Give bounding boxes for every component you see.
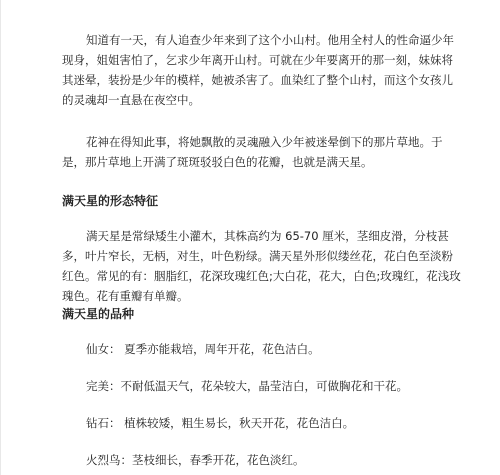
- page-left-border: [0, 0, 1, 475]
- morphology-paragraph: 满天星是常绿矮生小灌木，其株高约为 65-70 厘米，茎细皮滑，分枝甚多，叶片窄长，无柄，对生，叶色粉绿。满天星外形似缕丝花，花白色至淡粉红色。常见的有：胭脂红，花深玫瑰红色;大白花，花大，白色;玫瑰红，花浅玫瑰色。花有重瓣有单瓣。: [62, 229, 461, 303]
- story-paragraph-2: 花神在得知此事，将她飘散的灵魂融入少年被迷晕倒下的那片草地。于是，那片草地上开满了斑斑驳驳白色的花瓣，也就是满天星。: [62, 135, 443, 169]
- story-paragraph-1: 知道有一天，有人追查少年来到了这个小山村。他用全村人的性命逼少年现身，姐姐害怕了，乞求少年离开山村。可就在少年要离开的那一刻，妹妹将其迷晕，装扮是少年的模样，她被杀害了。血染红了整个山村，而这个女孩儿的灵魂却一直悬在夜空中。: [62, 33, 454, 107]
- variety-item: 钻石： 植株较矮，粗生易长，秋天开花，花色洁白。: [86, 416, 355, 430]
- varieties-heading: 满天星的品种: [62, 307, 135, 321]
- variety-item: 完美：不耐低温天气，花朵较大，晶莹洁白，可做胸花和干花。: [86, 379, 408, 393]
- morphology-heading: 满天星的形态特征: [62, 194, 159, 208]
- variety-item: 火烈鸟：茎枝细长，春季开花，花色淡红。: [86, 453, 305, 467]
- variety-item: 仙女： 夏季亦能栽培，周年开花，花色洁白。: [86, 342, 320, 356]
